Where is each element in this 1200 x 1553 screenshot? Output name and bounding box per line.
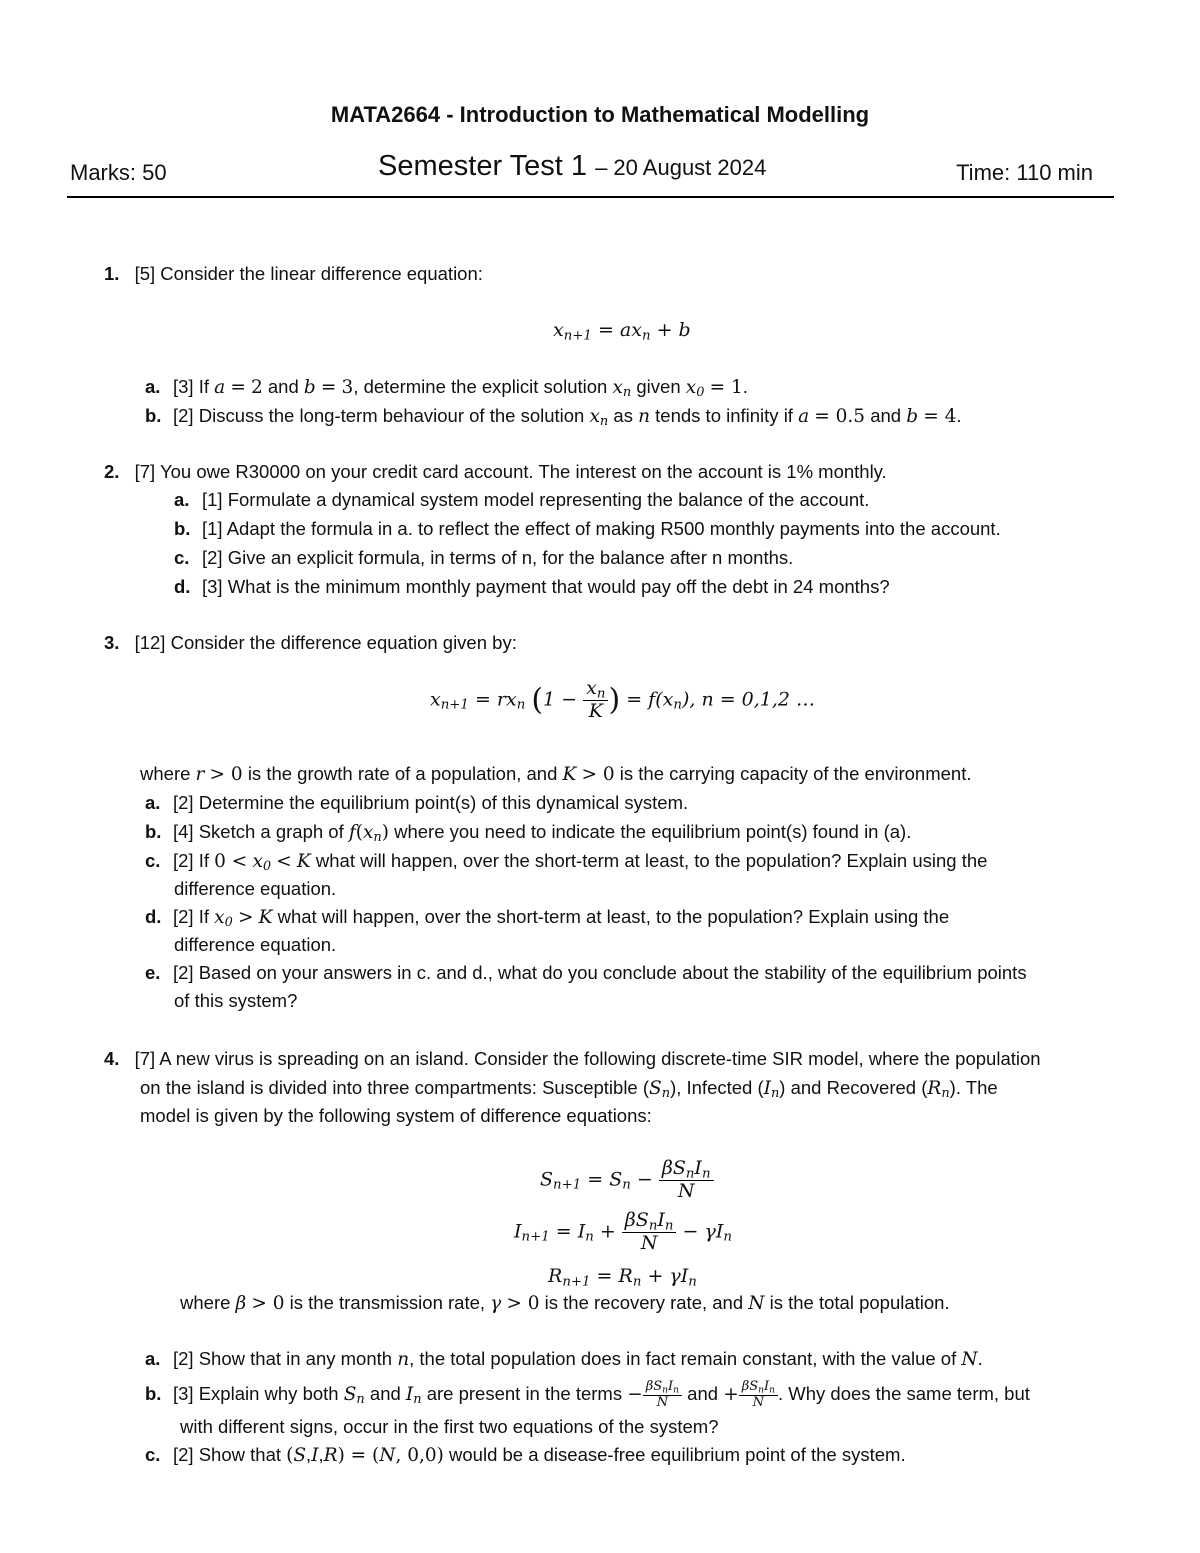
item-text: Adapt the formula in a. to reflect the effect of making R500 monthly payments into the account. <box>226 518 1001 539</box>
question-text: ). The <box>949 1077 998 1098</box>
item-marks: [2] <box>173 906 194 927</box>
question-4c: c. [2] Show that (S,I,R) = (N, 0,0) would be a disease-free equilibrium point of the system. <box>145 1440 906 1470</box>
question-1 <box>104 259 483 288</box>
item-label: a. <box>145 792 161 813</box>
item-text: Formulate a dynamical system model representing the balance of the account. <box>227 489 870 510</box>
item-label: a. <box>145 1348 161 1369</box>
item-text: . Why does the same term, but <box>777 1383 1030 1404</box>
item-text: would be a disease-free equilibrium point of the system. <box>449 1444 906 1465</box>
question-3b: b. [4] Sketch a graph of $f(x_n)$ where you need to indicate the equilibrium point(s) found in (a). <box>145 817 911 847</box>
question-marks: [7] <box>134 1048 156 1069</box>
item-label: d. <box>174 576 191 597</box>
question-text: You owe R30000 on your credit card account. The interest on the account is 1% monthly. <box>159 461 887 482</box>
question-2d <box>174 572 890 601</box>
item-text: tends to infinity if <box>655 405 793 426</box>
item-text: , determine the explicit solution <box>353 376 608 397</box>
question-number: 1. <box>104 263 120 284</box>
question-3c-cont: difference equation. <box>174 878 337 899</box>
question-2 <box>104 457 887 486</box>
item-text: and <box>687 1383 719 1404</box>
test-date: – 20 August 2024 <box>595 155 767 180</box>
question-4 <box>104 1044 1041 1073</box>
item-marks: [2] <box>173 1444 194 1465</box>
item-text: Give an explicit formula, in terms of n, for the balance after n months. <box>227 547 794 568</box>
item-text: , the total population does in fact remain constant, with the value of <box>409 1348 957 1369</box>
item-text: If <box>198 376 209 397</box>
item-label: b. <box>174 518 191 539</box>
item-label: e. <box>145 962 161 983</box>
item-text: Explain why both <box>198 1383 339 1404</box>
item-marks: [2] <box>202 547 223 568</box>
question-4b: b. [3] Explain why both $S_n$ and $I_n$ are present in the terms − $\frac{\beta S_nI_n}{N}$ and + $\frac{\beta S_nI_n}{N}$ . Why does the same term, but <box>145 1378 1030 1410</box>
question-1a: a. [3] If a = 2 and b = 3, determine the explicit solution $x_n$ given $x_0 = 1$. <box>145 372 748 402</box>
test-name: Semester Test 1 <box>378 150 588 182</box>
item-marks: [1] <box>202 489 223 510</box>
question-3e <box>145 958 1027 987</box>
time-limit: Time: 110 min <box>956 160 1093 185</box>
item-label: b. <box>145 1383 162 1404</box>
item-label: a. <box>174 489 190 510</box>
marks-total: Marks: 50 <box>70 160 167 185</box>
item-text: If <box>198 850 209 871</box>
equation-infected: $I_{n+1} = I_n$ + $\frac{\beta S_nI_n}{N}$ − $\gamma I_n$ <box>514 1209 732 1254</box>
item-text: where you need to indicate the equilibrium point(s) found in (a). <box>394 821 912 842</box>
item-marks: [3] <box>173 376 194 397</box>
where-text: is the growth rate of a population, and <box>247 763 558 784</box>
where-text: where <box>140 763 191 784</box>
item-label: c. <box>145 850 161 871</box>
question-3c: c. [2] If $0 < x_0 < K$ what will happen, over the short-term at least, to the population? Explain using the <box>145 846 987 876</box>
question-4b-cont: with different signs, occur in the first two equations of the system? <box>180 1416 719 1437</box>
item-text: Discuss the long-term behaviour of the solution <box>198 405 585 426</box>
equation-logistic: $x_{n+1} = rx_n$ (1 − $\frac{x_n}{K}$ ) = $f(x_n)$, n = 0,1,2 … <box>430 677 816 722</box>
question-1b: b. [2] Discuss the long-term behaviour of the solution $x_n$ as n tends to infinity if a = 0.5 and b = 4. <box>145 401 962 431</box>
question-text: ) and Recovered ( <box>779 1077 928 1098</box>
item-text: Determine the equilibrium point(s) of this dynamical system. <box>198 792 689 813</box>
where-text: is the transmission rate, <box>289 1292 486 1313</box>
item-text: what will happen, over the short-term at least, to the population? Explain using the <box>277 906 950 927</box>
question-3 <box>104 628 517 657</box>
item-marks: [2] <box>173 850 194 871</box>
item-marks: [2] <box>173 792 194 813</box>
item-marks: [4] <box>173 821 194 842</box>
question-2b <box>174 514 1001 543</box>
question-4-line2: on the island is divided into three compartments: Susceptible $(S_n)$, Infected $(I_n)$ and Recovered $(R_n)$. The <box>140 1077 998 1102</box>
test-heading <box>378 152 766 182</box>
where-text: is the recovery rate, and <box>544 1292 744 1313</box>
question-2c <box>174 543 793 572</box>
item-label: d. <box>145 906 162 927</box>
item-text: Based on your answers in c. and d., what do you conclude about the stability of the equilibrium points <box>198 962 1027 983</box>
item-marks: [2] <box>173 962 194 983</box>
question-text: Consider the linear difference equation: <box>160 263 483 284</box>
question-3d-cont: difference equation. <box>174 934 337 955</box>
item-text: and <box>870 405 902 426</box>
item-text: What is the minimum monthly payment that would pay off the debt in 24 months? <box>227 576 890 597</box>
item-text: Show that <box>198 1444 281 1465</box>
equation-recovered: $R_{n+1} = R_n + \gamma I_n$ <box>548 1265 697 1290</box>
item-marks: [3] <box>173 1383 194 1404</box>
item-text: given <box>636 376 681 397</box>
item-marks: [3] <box>202 576 223 597</box>
item-marks: [2] <box>173 405 194 426</box>
question-marks: [12] <box>134 632 166 653</box>
item-text: are present in the terms <box>426 1383 623 1404</box>
question-marks: [5] <box>134 263 156 284</box>
course-title: MATA2664 - Introduction to Mathematical Modelling <box>330 102 870 127</box>
question-3e-cont: of this system? <box>174 990 298 1011</box>
question-number: 3. <box>104 632 120 653</box>
question-4-line3: model is given by the following system of difference equations: <box>140 1105 652 1126</box>
question-4a: a. [2] Show that in any month n, the total population does in fact remain constant, with the value of N. <box>145 1344 983 1374</box>
item-label: a. <box>145 376 161 397</box>
item-text: Sketch a graph of <box>198 821 344 842</box>
question-4-where: where β > 0 is the transmission rate, γ > 0 is the recovery rate, and N is the total population. <box>180 1292 950 1314</box>
question-2a <box>174 485 869 514</box>
where-text: is the carrying capacity of the environment. <box>619 763 972 784</box>
item-text: as <box>613 405 633 426</box>
question-text: on the island is divided into three compartments: Susceptible ( <box>140 1077 650 1098</box>
item-label: b. <box>145 405 162 426</box>
item-text: Show that in any month <box>198 1348 393 1369</box>
header-divider <box>67 196 1114 198</box>
item-text: what will happen, over the short-term at least, to the population? Explain using the <box>315 850 988 871</box>
question-3d: d. [2] If $x_0 > K$ what will happen, over the short-term at least, to the population? Explain using the <box>145 902 949 932</box>
item-label: c. <box>145 1444 161 1465</box>
question-marks: [7] <box>134 461 156 482</box>
item-marks: [1] <box>202 518 223 539</box>
question-3-where: where r > 0 is the growth rate of a population, and K > 0 is the carrying capacity of the environment. <box>140 763 972 785</box>
item-label: b. <box>145 821 162 842</box>
item-label: c. <box>174 547 190 568</box>
equation-linear: $x_{n+1} = ax_n + b$ <box>553 319 691 344</box>
item-marks: [2] <box>173 1348 194 1369</box>
where-text: where <box>180 1292 231 1313</box>
item-text: and <box>267 376 299 397</box>
question-text: Consider the difference equation given by: <box>170 632 517 653</box>
equation-susceptible: $S_{n+1} = S_n$ − $\frac{\beta S_nI_n}{N}$ <box>540 1158 714 1203</box>
question-number: 2. <box>104 461 120 482</box>
where-text: is the total population. <box>769 1292 950 1313</box>
item-text: and <box>369 1383 401 1404</box>
question-text: A new virus is spreading on an island. Consider the following discrete-time SIR model, where the population <box>159 1048 1041 1069</box>
item-text: If <box>198 906 209 927</box>
question-text: ), Infected ( <box>670 1077 764 1098</box>
question-number: 4. <box>104 1048 120 1069</box>
question-3a <box>145 788 688 817</box>
